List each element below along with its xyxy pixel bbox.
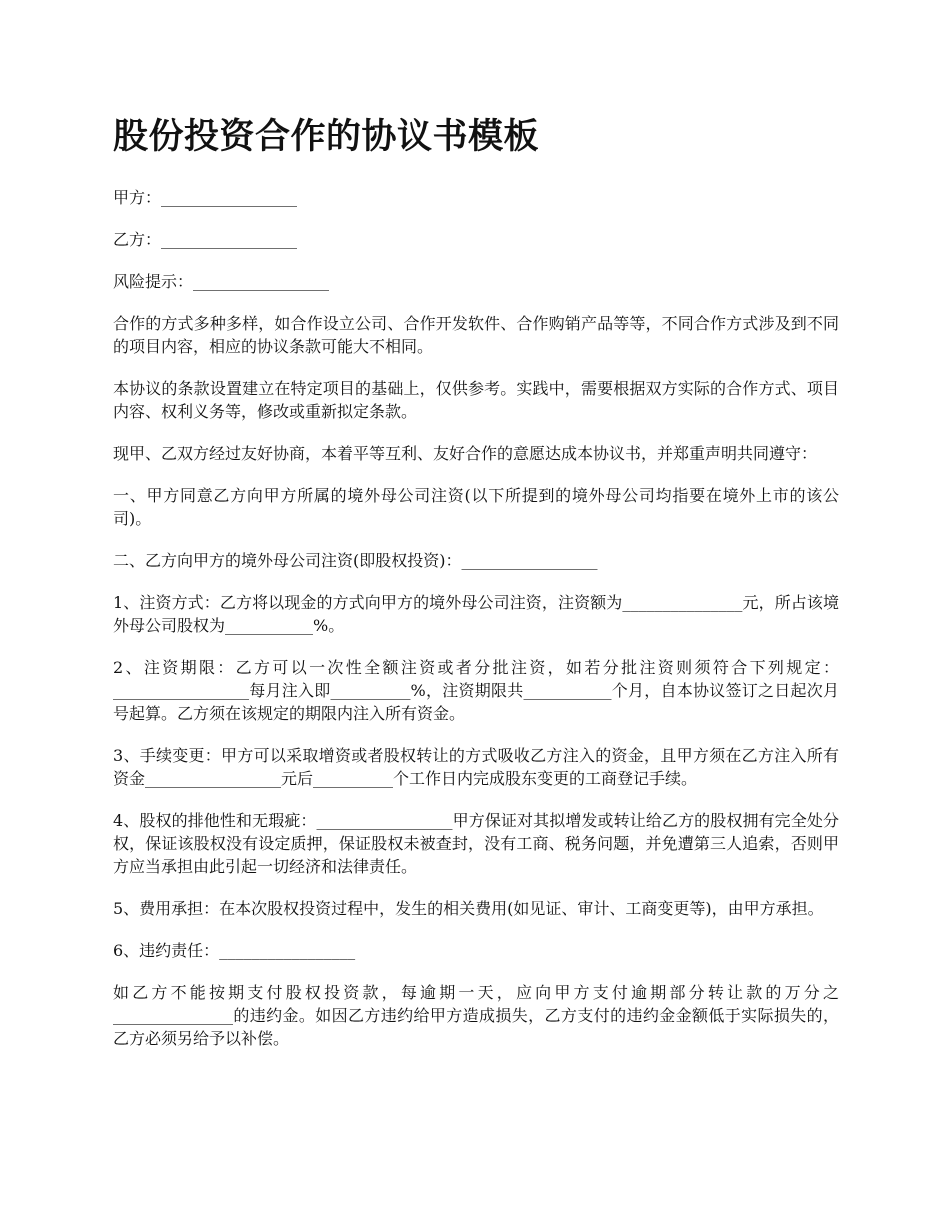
clause-2-5-cost-bearing: 5、费用承担：在本次股权投资过程中，发生的相关费用(如见证、审计、工商变更等)，由甲方承担。 (113, 899, 824, 918)
document-title: 股份投资合作的协议书模板 (113, 117, 540, 157)
party-a-line: 甲方：_________________ (113, 188, 298, 207)
clause-2-4-equity-exclusivity: 4、股权的排他性和无瑕疵：_________________甲方保证对其拟增发或转让给乙方的股权拥有完全处分权，保证该股权没有设定质押，保证股权未被查封，没有工商、税务问题，并免遭第三人追索，否则甲方应当承担由此引起一切经济和法律责任。 (113, 811, 839, 876)
document-page (113, 112, 839, 1069)
intro-paragraph-1: 合作的方式多种多样，如合作设立公司、合作开发软件、合作购销产品等等，不同合作方式涉及到不同的项目内容，相应的协议条款可能大不相同。 (113, 314, 839, 356)
clause-1: 一、甲方同意乙方向甲方所属的境外母公司注资(以下所提到的境外母公司均指要在境外上市的该公司)。 (113, 486, 839, 528)
intro-paragraph-2: 本协议的条款设置建立在特定项目的基础上，仅供参考。实践中，需要根据双方实际的合作方式、项目内容、权利义务等，修改或重新拟定条款。 (113, 379, 839, 421)
breach-detail-paragraph: 如乙方不能按期支付股权投资款，每逾期一天，应向甲方支付逾期部分转让款的万分之_______________的违约金。如因乙方违约给甲方造成损失，乙方支付的违约金金额低于实际损失的，乙方必须另给予以补偿。 (113, 983, 839, 1048)
intro-paragraph-3: 现甲、乙双方经过友好协商，本着平等互利、友好合作的意愿达成本协议书，并郑重声明共同遵守： (113, 444, 818, 463)
clause-2-3-procedure-change: 3、手续变更：甲方可以采取增资或者股权转让的方式吸收乙方注入的资金，且甲方须在乙方注入所有资金_________________元后__________个工作日内完成股东变更的工商登记手续。 (113, 746, 839, 788)
risk-notice-line: 风险提示：_________________ (113, 272, 330, 291)
party-b-line: 乙方：_________________ (113, 230, 298, 249)
clause-2: 二、乙方向甲方的境外母公司注资(即股权投资)：_________________ (113, 551, 598, 570)
clause-2-2-investment-period: 2、注资期限：乙方可以一次性全额注资或者分批注资，如若分批注资则须符合下列规定：_________________每月注入即__________%，注资期限共___________个月，自本协议签订之日起次月号起算。乙方须在该规定的期限内注入所有资金。 (113, 658, 839, 723)
clause-2-1-investment-method: 1、注资方式：乙方将以现金的方式向甲方的境外母公司注资，注资额为_______________元，所占该境外母公司股权为___________%。 (113, 593, 839, 635)
clause-2-6-breach-liability: 6、违约责任：_________________ (113, 941, 356, 960)
